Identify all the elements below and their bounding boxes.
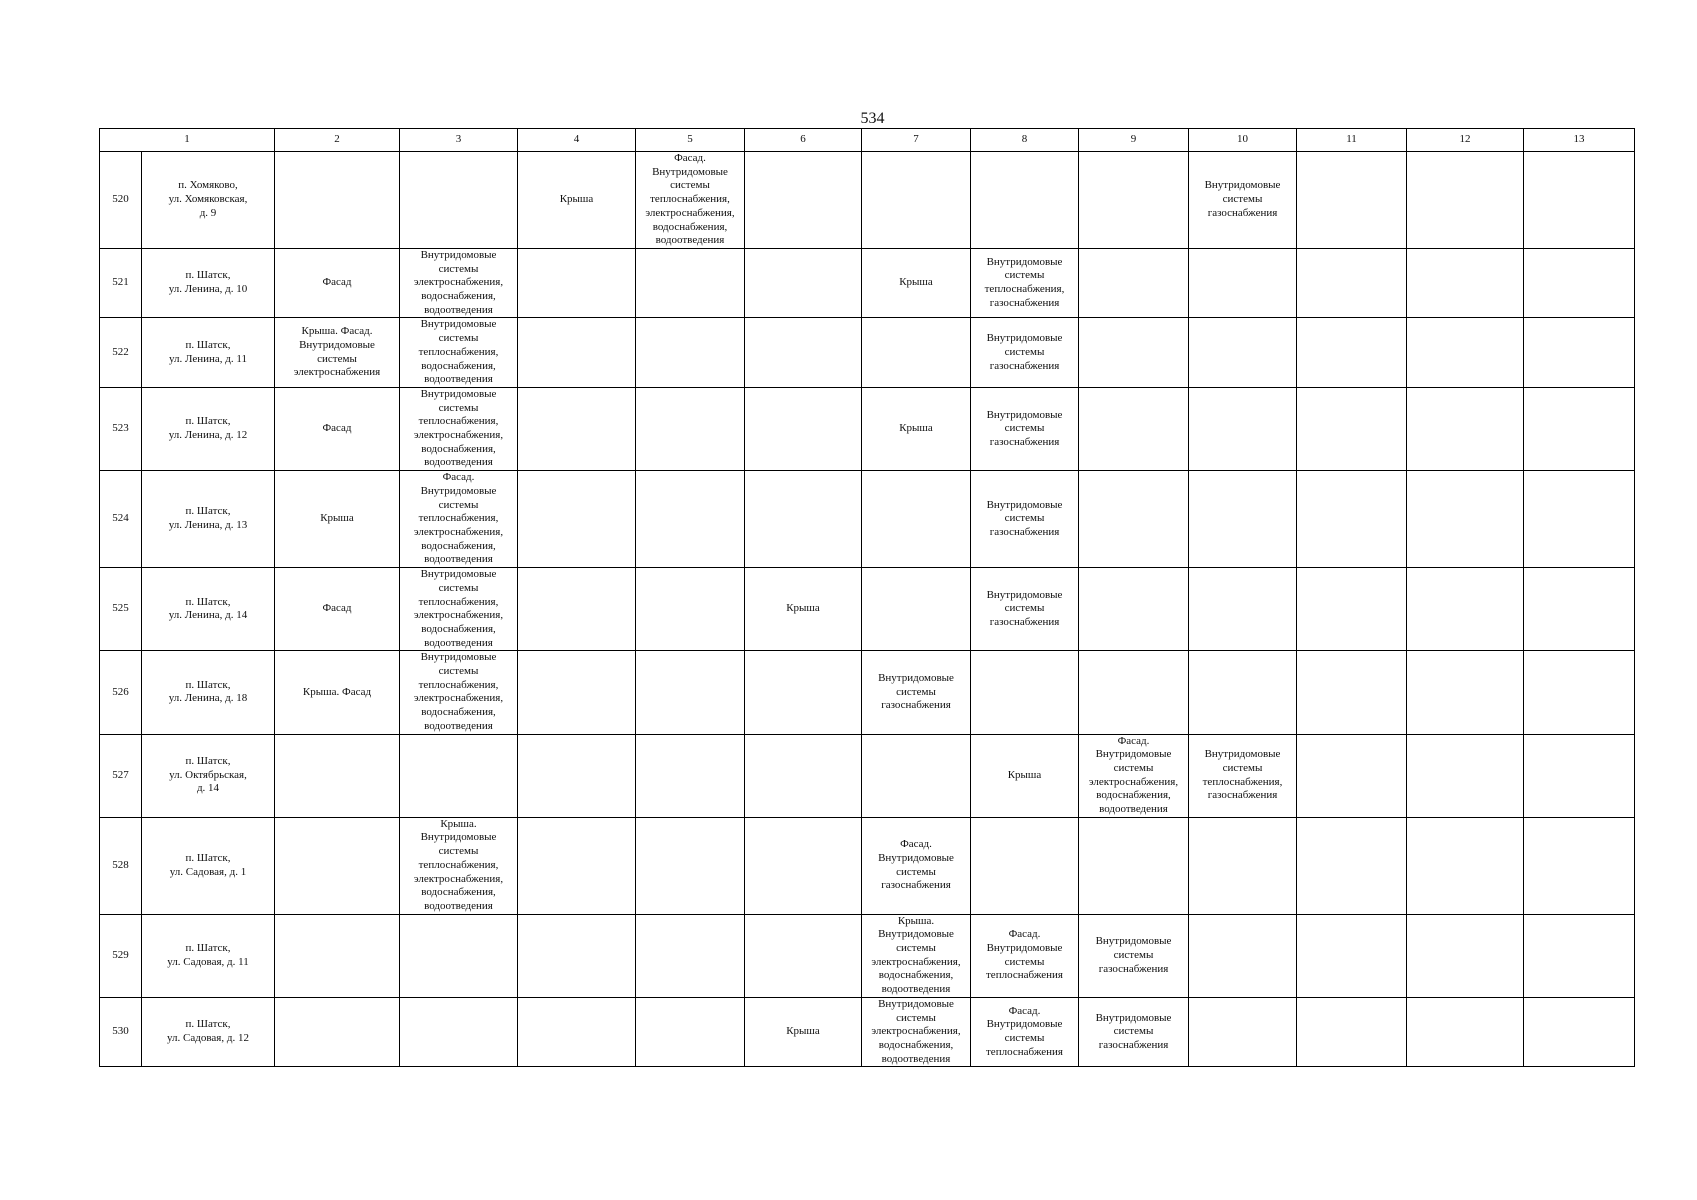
work-cell-col-7 (862, 997, 971, 1067)
column-header-2: 2 (275, 129, 400, 152)
work-description: Крыша (899, 422, 933, 435)
row-number: 530 (100, 997, 142, 1067)
work-cell-col-3 (400, 152, 518, 249)
work-cell-col-7 (862, 817, 971, 914)
work-cell-col-2 (275, 152, 400, 249)
work-cell-col-12 (1407, 248, 1524, 318)
address-cell (142, 914, 275, 997)
work-description: Крыша (786, 1025, 820, 1038)
address-text: п. Шатск, ул. Садовая, д. 12 (167, 1018, 249, 1045)
address-cell (142, 248, 275, 318)
address-text: п. Шатск, ул. Ленина, д. 12 (168, 415, 248, 442)
work-cell-col-5 (636, 914, 745, 997)
work-cell-col-2 (275, 471, 400, 568)
work-cell-col-13 (1524, 914, 1635, 997)
work-cell-col-9 (1079, 997, 1189, 1067)
work-description: Фасад (322, 422, 352, 435)
work-cell-col-8 (971, 318, 1079, 388)
work-cell-col-3 (400, 248, 518, 318)
work-description: Внутридомовые системы газоснабжения (986, 588, 1063, 629)
work-cell-col-13 (1524, 817, 1635, 914)
table-row (100, 248, 1635, 318)
work-cell-col-12 (1407, 997, 1524, 1067)
column-header-12: 12 (1407, 129, 1524, 152)
work-description: Внутридомовые системы теплоснабжения, электроснабжения, водоснабжения, водоотведения (413, 651, 504, 732)
work-cell-col-4 (518, 387, 636, 470)
work-description: Крыша (559, 193, 594, 206)
work-cell-col-4 (518, 651, 636, 734)
work-cell-col-13 (1524, 152, 1635, 249)
work-cell-col-3 (400, 471, 518, 568)
work-cell-col-10 (1189, 997, 1297, 1067)
work-description: Крыша. Внутридомовые системы электроснабжения, водоснабжения, водоотведения (871, 914, 961, 996)
work-cell-col-7 (862, 318, 971, 388)
work-cell-col-8 (971, 817, 1079, 914)
work-cell-col-9 (1079, 651, 1189, 734)
work-cell-col-4 (518, 318, 636, 388)
work-cell-col-13 (1524, 997, 1635, 1067)
work-description: Фасад. Внутридомовые системы теплоснабжения, электроснабжения, водоснабжения, водоотведения (645, 152, 735, 247)
address-text: п. Шатск, ул. Ленина, д. 13 (168, 505, 248, 532)
work-description: Внутридомовые системы теплоснабжения, электроснабжения, водоснабжения, водоотведения (413, 387, 504, 469)
work-cell-col-5 (636, 734, 745, 817)
work-cell-col-13 (1524, 651, 1635, 734)
address-text: п. Шатск, ул. Октябрьская, д. 14 (169, 755, 247, 795)
work-cell-col-8 (971, 471, 1079, 568)
column-header-4: 4 (518, 129, 636, 152)
work-cell-col-10 (1189, 248, 1297, 318)
work-cell-col-3 (400, 997, 518, 1067)
table-row (100, 817, 1635, 914)
work-cell-col-6 (745, 152, 862, 249)
table-row (100, 318, 1635, 388)
table-body (100, 152, 1635, 1067)
work-cell-col-11 (1297, 817, 1407, 914)
column-header-13: 13 (1524, 129, 1635, 152)
work-cell-col-2 (275, 318, 400, 388)
address-cell (142, 152, 275, 249)
address-text: п. Шатск, ул. Ленина, д. 10 (168, 269, 248, 296)
work-cell-col-11 (1297, 152, 1407, 249)
work-cell-col-11 (1297, 568, 1407, 651)
work-cell-col-8 (971, 914, 1079, 997)
work-cell-col-3 (400, 734, 518, 817)
work-description: Крыша (320, 512, 354, 525)
work-cell-col-8 (971, 734, 1079, 817)
work-cell-col-6 (745, 318, 862, 388)
work-description: Внутридомовые системы газоснабжения (878, 671, 954, 712)
row-number: 525 (100, 568, 142, 651)
address-cell (142, 318, 275, 388)
work-cell-col-6 (745, 651, 862, 734)
work-cell-col-10 (1189, 471, 1297, 568)
work-description: Фасад. Внутридомовые системы газоснабжения (878, 838, 954, 892)
work-cell-col-2 (275, 914, 400, 997)
work-cell-col-12 (1407, 734, 1524, 817)
work-description: Внутридомовые системы газоснабжения (1095, 935, 1172, 975)
work-cell-col-3 (400, 651, 518, 734)
work-cell-col-13 (1524, 568, 1635, 651)
address-cell (142, 651, 275, 734)
work-cell-col-8 (971, 568, 1079, 651)
work-cell-col-7 (862, 651, 971, 734)
work-cell-col-6 (745, 387, 862, 470)
work-cell-col-9 (1079, 387, 1189, 470)
table-row (100, 651, 1635, 734)
table-row (100, 471, 1635, 568)
work-cell-col-10 (1189, 387, 1297, 470)
work-description: Внутридомовые системы теплоснабжения, газоснабжения (984, 255, 1065, 309)
work-cell-col-13 (1524, 318, 1635, 388)
work-description: Крыша. Фасад. Внутридомовые системы электроснабжения (293, 325, 381, 379)
work-cell-col-7 (862, 734, 971, 817)
table-row (100, 914, 1635, 997)
work-cell-col-9 (1079, 318, 1189, 388)
work-cell-col-7 (862, 568, 971, 651)
work-cell-col-9 (1079, 568, 1189, 651)
work-description: Внутридомовые системы газоснабжения (986, 332, 1063, 372)
work-cell-col-11 (1297, 914, 1407, 997)
work-cell-col-4 (518, 471, 636, 568)
work-cell-col-11 (1297, 651, 1407, 734)
work-description: Крыша. Внутридомовые системы теплоснабжения, электроснабжения, водоснабжения, водоотведения (413, 817, 504, 912)
work-cell-col-12 (1407, 387, 1524, 470)
address-text: п. Шатск, ул. Садовая, д. 1 (169, 852, 247, 878)
work-cell-col-4 (518, 152, 636, 249)
column-header-5: 5 (636, 129, 745, 152)
work-cell-col-3 (400, 318, 518, 388)
work-cell-col-11 (1297, 318, 1407, 388)
table-row (100, 997, 1635, 1067)
work-description: Внутридомовые системы газоснабжения (1095, 1011, 1172, 1051)
address-text: п. Хомяково, ул. Хомяковская, д. 9 (168, 179, 248, 219)
work-description: Внутридомовые системы теплоснабжения, газоснабжения (1202, 748, 1283, 802)
work-cell-col-6 (745, 817, 862, 914)
work-cell-col-2 (275, 248, 400, 318)
work-cell-col-11 (1297, 471, 1407, 568)
work-cell-col-9 (1079, 817, 1189, 914)
address-cell (142, 997, 275, 1067)
row-number: 528 (100, 817, 142, 914)
work-cell-col-3 (400, 387, 518, 470)
work-description: Фасад (322, 602, 352, 615)
address-cell (142, 734, 275, 817)
work-cell-col-4 (518, 568, 636, 651)
work-cell-col-13 (1524, 471, 1635, 568)
work-cell-col-4 (518, 817, 636, 914)
row-number: 523 (100, 387, 142, 470)
work-description: Фасад. Внутридомовые системы теплоснабжения, электроснабжения, водоснабжения, водоотведения (413, 471, 504, 566)
work-description: Фасад. Внутридомовые системы теплоснабжения (986, 928, 1063, 982)
column-header-3: 3 (400, 129, 518, 152)
work-cell-col-12 (1407, 318, 1524, 388)
column-header-11: 11 (1297, 129, 1407, 152)
work-cell-col-6 (745, 914, 862, 997)
column-header-1: 1 (100, 129, 275, 152)
work-cell-col-10 (1189, 318, 1297, 388)
work-description: Внутридомовые системы газоснабжения (1204, 179, 1281, 219)
table-row (100, 568, 1635, 651)
work-cell-col-10 (1189, 568, 1297, 651)
work-cell-col-5 (636, 997, 745, 1067)
work-cell-col-11 (1297, 734, 1407, 817)
work-cell-col-8 (971, 997, 1079, 1067)
column-header-10: 10 (1189, 129, 1297, 152)
work-cell-col-8 (971, 152, 1079, 249)
row-number: 521 (100, 248, 142, 318)
column-header-9: 9 (1079, 129, 1189, 152)
work-cell-col-9 (1079, 914, 1189, 997)
row-number: 522 (100, 318, 142, 388)
work-cell-col-9 (1079, 152, 1189, 249)
row-number: 527 (100, 734, 142, 817)
work-description: Внутридомовые системы газоснабжения (986, 408, 1063, 448)
work-cell-col-5 (636, 387, 745, 470)
work-cell-col-5 (636, 651, 745, 734)
row-number: 524 (100, 471, 142, 568)
work-cell-col-4 (518, 914, 636, 997)
work-cell-col-13 (1524, 734, 1635, 817)
page-number: 534 (860, 110, 885, 127)
work-cell-col-7 (862, 914, 971, 997)
column-header-7: 7 (862, 129, 971, 152)
work-cell-col-5 (636, 152, 745, 249)
work-cell-col-11 (1297, 248, 1407, 318)
row-number: 526 (100, 651, 142, 734)
work-cell-col-11 (1297, 387, 1407, 470)
row-number: 529 (100, 914, 142, 997)
column-header-8: 8 (971, 129, 1079, 152)
work-cell-col-13 (1524, 387, 1635, 470)
work-cell-col-9 (1079, 734, 1189, 817)
column-header-6: 6 (745, 129, 862, 152)
table-row (100, 152, 1635, 249)
work-cell-col-10 (1189, 734, 1297, 817)
work-cell-col-9 (1079, 248, 1189, 318)
table-row (100, 734, 1635, 817)
work-cell-col-5 (636, 568, 745, 651)
row-number: 520 (100, 152, 142, 249)
work-cell-col-5 (636, 248, 745, 318)
work-cell-col-5 (636, 471, 745, 568)
work-description: Крыша (1007, 768, 1042, 781)
work-cell-col-9 (1079, 471, 1189, 568)
work-cell-col-2 (275, 651, 400, 734)
work-cell-col-12 (1407, 651, 1524, 734)
work-cell-col-5 (636, 318, 745, 388)
work-cell-col-12 (1407, 568, 1524, 651)
work-cell-col-12 (1407, 471, 1524, 568)
address-text: п. Шатск, ул. Ленина, д. 14 (168, 595, 248, 622)
work-cell-col-6 (745, 568, 862, 651)
work-cell-col-2 (275, 734, 400, 817)
work-description: Крыша (899, 276, 933, 289)
work-description: Внутридомовые системы теплоснабжения, электроснабжения, водоснабжения, водоотведения (413, 568, 504, 649)
work-description: Крыша (786, 602, 820, 615)
work-cell-col-3 (400, 817, 518, 914)
work-cell-col-8 (971, 387, 1079, 470)
address-text: п. Шатск, ул. Ленина, д. 11 (168, 338, 247, 365)
work-cell-col-12 (1407, 914, 1524, 997)
work-cell-col-11 (1297, 997, 1407, 1067)
address-cell (142, 471, 275, 568)
address-text: п. Шатск, ул. Садовая, д. 11 (167, 942, 249, 968)
work-description: Внутридомовые системы электроснабжения, водоснабжения, водоотведения (871, 997, 961, 1065)
header-row (100, 129, 1635, 152)
work-cell-col-6 (745, 248, 862, 318)
work-cell-col-5 (636, 817, 745, 914)
work-cell-col-12 (1407, 817, 1524, 914)
work-cell-col-7 (862, 471, 971, 568)
work-cell-col-6 (745, 734, 862, 817)
work-cell-col-8 (971, 651, 1079, 734)
address-cell (142, 817, 275, 914)
work-description: Фасад. Внутридомовые системы электроснабжения, водоснабжения, водоотведения (1088, 734, 1179, 816)
address-cell (142, 387, 275, 470)
work-description: Фасад (322, 276, 352, 289)
work-cell-col-6 (745, 997, 862, 1067)
work-description: Внутридомовые системы теплоснабжения, водоснабжения, водоотведения (418, 318, 499, 386)
work-cell-col-4 (518, 248, 636, 318)
work-cell-col-4 (518, 997, 636, 1067)
work-cell-col-2 (275, 387, 400, 470)
work-description: Внутридомовые системы газоснабжения (986, 498, 1063, 538)
work-cell-col-13 (1524, 248, 1635, 318)
work-cell-col-8 (971, 248, 1079, 318)
address-cell (142, 568, 275, 651)
work-description: Фасад. Внутридомовые системы теплоснабжения (986, 1004, 1063, 1058)
work-cell-col-2 (275, 817, 400, 914)
work-cell-col-10 (1189, 651, 1297, 734)
work-cell-col-7 (862, 152, 971, 249)
work-cell-col-7 (862, 248, 971, 318)
work-cell-col-4 (518, 734, 636, 817)
table-row (100, 387, 1635, 470)
work-cell-col-6 (745, 471, 862, 568)
work-cell-col-12 (1407, 152, 1524, 249)
address-text: п. Шатск, ул. Ленина, д. 18 (168, 678, 248, 705)
work-cell-col-10 (1189, 152, 1297, 249)
work-cell-col-2 (275, 568, 400, 651)
work-cell-col-10 (1189, 817, 1297, 914)
table-header (100, 129, 1635, 152)
work-cell-col-2 (275, 997, 400, 1067)
work-cell-col-7 (862, 387, 971, 470)
work-description: Внутридомовые системы электроснабжения, водоснабжения, водоотведения (413, 248, 504, 316)
work-cell-col-10 (1189, 914, 1297, 997)
work-description: Крыша. Фасад (302, 685, 372, 698)
repair-schedule-table (99, 128, 1635, 1067)
work-cell-col-3 (400, 568, 518, 651)
work-cell-col-3 (400, 914, 518, 997)
